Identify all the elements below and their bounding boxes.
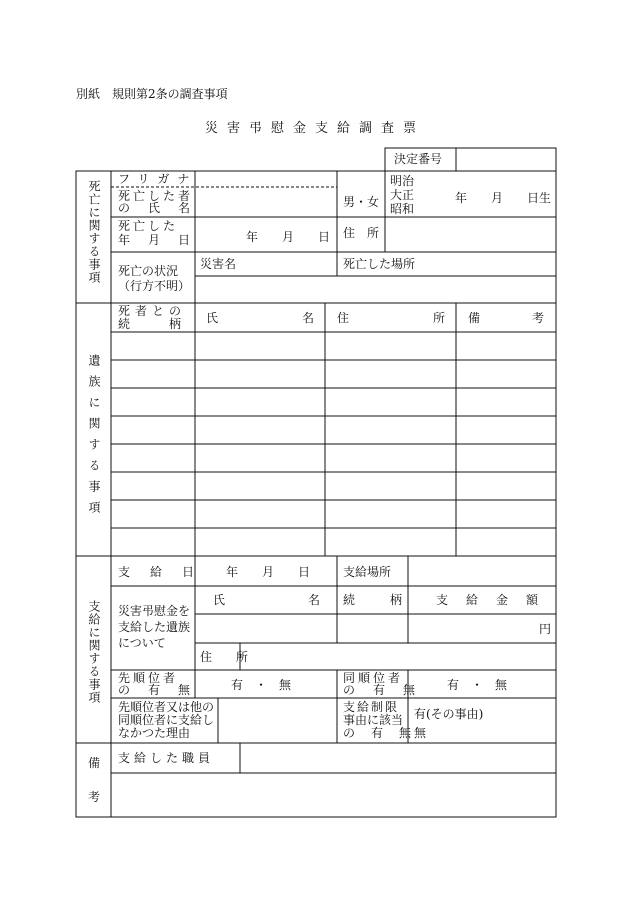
gender-selector[interactable]: 男・女 [343, 195, 380, 209]
disaster-name-field[interactable] [244, 253, 336, 275]
survivor-row-remarks-field[interactable] [457, 333, 555, 360]
section-death-side-label: 死亡に関する事項 [87, 180, 101, 284]
deceased-name-label-2: の 氏 名 [118, 201, 194, 215]
col-remarks-label-a: 備 [468, 311, 481, 325]
era-taisho[interactable]: 大正 [390, 188, 415, 202]
prior-rank-label-2: の 有 無 [118, 683, 194, 697]
form-title: 災害弔慰金支給調査票 [204, 121, 425, 136]
same-rank-label-2: の 有 無 [343, 683, 419, 697]
payment-date-field[interactable]: 年 月 日 [226, 565, 311, 579]
survivor-relation-field[interactable] [338, 615, 407, 642]
deceased-name-field[interactable] [196, 188, 336, 216]
survivor-row-remarks-field[interactable] [457, 445, 555, 472]
survivor-relation-label-a: 続 [343, 593, 356, 607]
survivor-row-name-field[interactable] [196, 529, 324, 556]
survivor-row-address-field[interactable] [326, 501, 455, 528]
disaster-name-label: 災害名 [200, 257, 237, 271]
death-status-label-2: （行方不明） [118, 279, 191, 293]
survivor-label-1: 災害弔慰金を [118, 604, 191, 618]
survivor-row-relation-field[interactable] [112, 473, 194, 500]
section-payment-side-label: 支給に関する事項 [87, 600, 101, 704]
remarks-side-label-b: 考 [88, 790, 101, 804]
col-name-label-b: 名 [302, 311, 315, 325]
death-place-label: 死亡した場所 [343, 257, 416, 271]
deceased-name-label-1: 死亡した者 [118, 189, 194, 203]
death-date-label-2: 年 月 日 [118, 233, 194, 247]
birth-date-format: 年 月 日生 [455, 191, 552, 205]
death-status-label-1: 死亡の状況 [118, 264, 179, 278]
reason-label-1: 先順位者又は他の [118, 700, 215, 714]
payment-date-label: 支 給 日 [118, 565, 199, 579]
survivor-row-remarks-field[interactable] [457, 473, 555, 500]
survivor-row-name-field[interactable] [196, 417, 324, 444]
survivor-row-relation-field[interactable] [112, 501, 194, 528]
payment-place-field[interactable] [409, 557, 555, 585]
survivor-row-relation-field[interactable] [112, 389, 194, 416]
reason-label-3: なかつた理由 [118, 726, 191, 740]
restriction-value-no[interactable]: 無 [414, 726, 427, 740]
payment-amount-label: 支 給 金 額 [436, 593, 542, 607]
col-remarks-label-b: 考 [532, 311, 545, 325]
payment-amount-field[interactable] [409, 615, 537, 642]
survivor-row-address-field[interactable] [326, 529, 455, 556]
restriction-label-1: 支給制限 [343, 700, 400, 714]
address-label: 住 所 [343, 226, 380, 240]
staff-label: 支給した職員 [118, 751, 215, 765]
survivor-row-address-field[interactable] [326, 417, 455, 444]
survivor-row-relation-field[interactable] [112, 361, 194, 388]
survivor-row-address-field[interactable] [326, 473, 455, 500]
survivor-row-relation-field[interactable] [112, 445, 194, 472]
survivor-relation-label-b: 柄 [390, 593, 403, 607]
payment-place-label: 支給場所 [343, 565, 392, 579]
survivor-row-remarks-field[interactable] [457, 361, 555, 388]
col-name-label-a: 氏 [206, 311, 219, 325]
prior-rank-selector[interactable]: 有 ・ 無 [231, 678, 292, 692]
survivor-row-remarks-field[interactable] [457, 389, 555, 416]
decision-number-label: 決定番号 [394, 152, 443, 166]
survivor-row-name-field[interactable] [196, 445, 324, 472]
death-date-field[interactable]: 年 月 日 [246, 230, 331, 244]
survivor-name-label-b: 名 [308, 593, 321, 607]
death-place-field[interactable] [420, 253, 555, 275]
col-relation-label-1: 死者との [118, 304, 187, 318]
death-status-field[interactable] [196, 277, 555, 302]
col-relation-label-2: 続 柄 [118, 317, 187, 331]
survivor-address-label: 住 所 [200, 650, 249, 664]
restriction-label-2: 事由に該当 [343, 713, 404, 727]
era-meiji[interactable]: 明治 [390, 174, 415, 188]
survivor-address-field[interactable] [241, 644, 555, 669]
survivor-row-relation-field[interactable] [112, 333, 194, 360]
survivor-row-remarks-field[interactable] [457, 501, 555, 528]
survivor-row-name-field[interactable] [196, 361, 324, 388]
death-date-label-1: 死亡した [118, 219, 179, 233]
reason-field[interactable] [219, 699, 336, 742]
prior-rank-label-1: 先順位者 [118, 671, 179, 685]
remarks-side-label-a: 備 [88, 756, 101, 770]
col-address-label-b: 所 [433, 311, 446, 325]
survivor-row-remarks-field[interactable] [457, 417, 555, 444]
survivor-row-address-field[interactable] [326, 389, 455, 416]
restriction-label-3: の 有 無 [343, 726, 414, 740]
restriction-value-yes[interactable]: 有(その事由) [414, 707, 484, 721]
survivor-row-relation-field[interactable] [112, 529, 194, 556]
yen-unit: 円 [539, 622, 552, 636]
same-rank-selector[interactable]: 有 ・ 無 [447, 678, 508, 692]
survivor-label-2: 支給した遺族 [118, 620, 191, 634]
survivor-row-name-field[interactable] [196, 473, 324, 500]
same-rank-label-1: 同順位者 [343, 671, 404, 685]
survivor-row-address-field[interactable] [326, 445, 455, 472]
document-header: 別紙 規則第2条の調査事項 [76, 87, 228, 101]
survivor-label-3: について [118, 636, 166, 650]
address-field[interactable] [386, 218, 555, 251]
reason-label-2: 同順位者に支給し [118, 713, 215, 727]
survivor-name-field[interactable] [196, 615, 336, 642]
survivor-row-remarks-field[interactable] [457, 529, 555, 556]
remarks-field[interactable] [112, 774, 555, 816]
survivor-row-address-field[interactable] [326, 333, 455, 360]
decision-number-field[interactable] [457, 149, 555, 170]
furigana-label: フリガナ [118, 172, 198, 186]
col-address-label-a: 住 [337, 311, 350, 325]
era-showa[interactable]: 昭和 [390, 202, 415, 216]
survivor-row-name-field[interactable] [196, 501, 324, 528]
section-survivors-side-label: 遺族に関する事項 [87, 354, 101, 522]
staff-field[interactable] [241, 744, 555, 772]
survivor-row-name-field[interactable] [196, 389, 324, 416]
survivor-name-label-a: 氏 [213, 593, 226, 607]
survivor-row-relation-field[interactable] [112, 417, 194, 444]
survivor-row-address-field[interactable] [326, 361, 455, 388]
furigana-field[interactable] [196, 172, 336, 186]
survivor-row-name-field[interactable] [196, 333, 324, 360]
